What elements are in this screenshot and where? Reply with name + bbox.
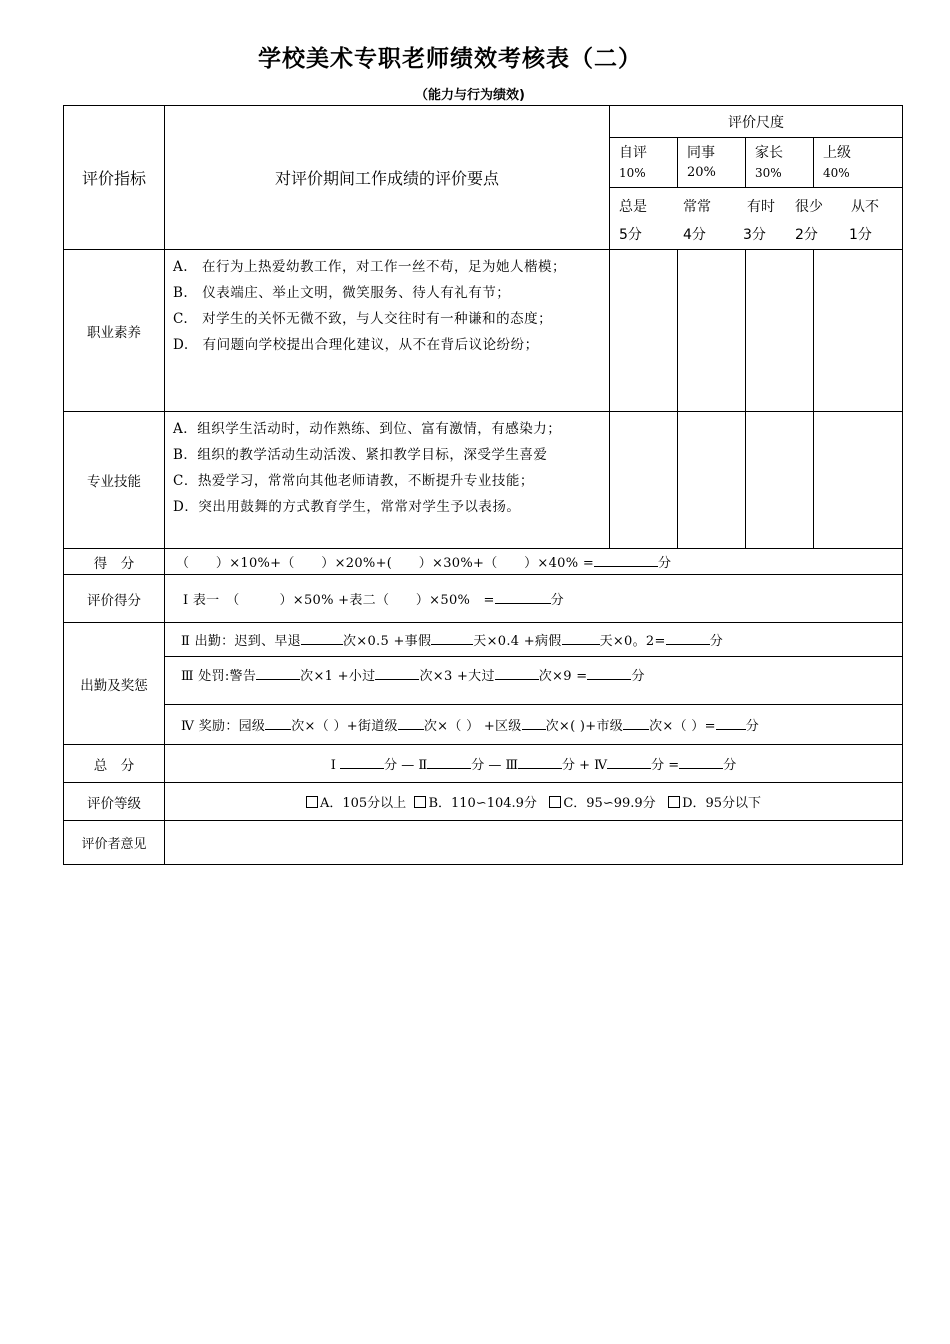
rater-parent: 家长 30% [746, 138, 814, 188]
list-item: A. 在行为上热爱幼教工作，对工作一丝不苟，足为她人楷模； [173, 259, 567, 275]
indicator-header: 评价指标 [64, 106, 165, 250]
grade-option-d[interactable]: D．95分以下 [668, 796, 761, 811]
checkbox-icon [414, 796, 426, 808]
rating-cell-superior[interactable] [814, 250, 903, 412]
score-2: 2分 [795, 227, 818, 243]
comment-field[interactable] [165, 821, 903, 865]
total-label: 总 分 [64, 745, 165, 783]
rating-cell-parent[interactable] [746, 412, 814, 549]
grade-option-b[interactable]: B．110∽104.9分 [414, 796, 536, 811]
grade-options [165, 783, 903, 821]
list-item: A．组织学生活动时，动作熟练、到位、富有激情，有感染力； [173, 421, 562, 437]
score-label: 得 分 [64, 549, 165, 575]
section-items [165, 412, 610, 549]
freq-never: 从不 [851, 199, 879, 215]
form-title: 学校美术专职老师绩效考核表（二） [258, 46, 642, 72]
eval-score-label: 评价得分 [64, 575, 165, 623]
score-1: 1分 [849, 227, 872, 243]
attendance-label: 出勤及奖惩 [64, 623, 165, 745]
total-formula[interactable]: Ⅰ 分 — Ⅱ 分 — Ⅲ 分 + Ⅳ 分 = 分 [165, 745, 903, 783]
freq-often: 常常 [683, 199, 711, 215]
score-formula[interactable]: （ ）×10%+（ ）×20%+( ）×30%+（ ）×40% = 分 [165, 549, 903, 575]
list-item: B．组织的教学活动生动活泼、紧扣教学目标，深受学生喜爱 [173, 447, 548, 463]
grade-label: 评价等级 [64, 783, 165, 821]
reward-line[interactable]: Ⅳ 奖励：园级 次×（ ）+街道级 次×（ ） +区级 次×( )+市级 次×（ ）= 分 [165, 705, 903, 745]
form-subtitle: （能力与行为绩效) [415, 88, 525, 103]
scale-header: 评价尺度 [610, 106, 903, 138]
score-3: 3分 [743, 227, 766, 243]
attendance-line[interactable]: Ⅱ 出勤：迟到、早退 次×0.5 +事假 天×0.4 +病假 天×0。2= 分 [165, 623, 903, 657]
score-5: 5分 [619, 227, 642, 243]
list-item: D．突出用鼓舞的方式教育学生，常常对学生予以表扬。 [173, 499, 521, 515]
section-label: 专业技能 [64, 412, 165, 549]
score-blank [594, 552, 658, 567]
grade-option-a[interactable]: A．105分以上 [306, 796, 406, 811]
comment-label: 评价者意见 [64, 821, 165, 865]
checkbox-icon [668, 796, 680, 808]
rating-cell-colleague[interactable] [678, 250, 746, 412]
rating-cell-superior[interactable] [814, 412, 903, 549]
rating-cell-self[interactable] [610, 250, 678, 412]
rater-superior: 上级 40% [814, 138, 903, 188]
penalty-line[interactable]: Ⅲ 处罚:警告 次×1 +小过 次×3 +大过 次×9 = 分 [165, 657, 903, 705]
eval-score-formula[interactable]: Ⅰ 表一 （ ）×50% +表二（ ）×50% = 分 [165, 575, 903, 623]
score-4: 4分 [683, 227, 706, 243]
freq-rarely: 很少 [795, 199, 823, 215]
rating-cell-colleague[interactable] [678, 412, 746, 549]
freq-always: 总是 [619, 199, 647, 215]
list-item: C. 对学生的关怀无微不致，与人交往时有一种谦和的态度； [173, 311, 553, 327]
evaluation-table [63, 105, 903, 865]
checkbox-icon [549, 796, 561, 808]
section-items [165, 250, 610, 412]
list-item: D. 有问题向学校提出合理化建议，从不在背后议论纷纷； [173, 337, 539, 353]
rater-self: 自评 10% [610, 138, 678, 188]
frequency-scale [610, 188, 903, 250]
eval-blank [495, 589, 551, 604]
points-header: 对评价期间工作成绩的评价要点 [165, 106, 610, 250]
rater-colleague: 同事 20% [678, 138, 746, 188]
freq-sometimes: 有时 [747, 199, 775, 215]
rating-cell-self[interactable] [610, 412, 678, 549]
section-label: 职业素养 [64, 250, 165, 412]
list-item: B. 仪表端庄、举止文明，微笑服务、待人有礼有节； [173, 285, 511, 301]
checkbox-icon [306, 796, 318, 808]
list-item: C．热爱学习，常常向其他老师请教，不断提升专业技能； [173, 473, 534, 489]
grade-option-c[interactable]: C．95∽99.9分 [549, 796, 655, 811]
rating-cell-parent[interactable] [746, 250, 814, 412]
